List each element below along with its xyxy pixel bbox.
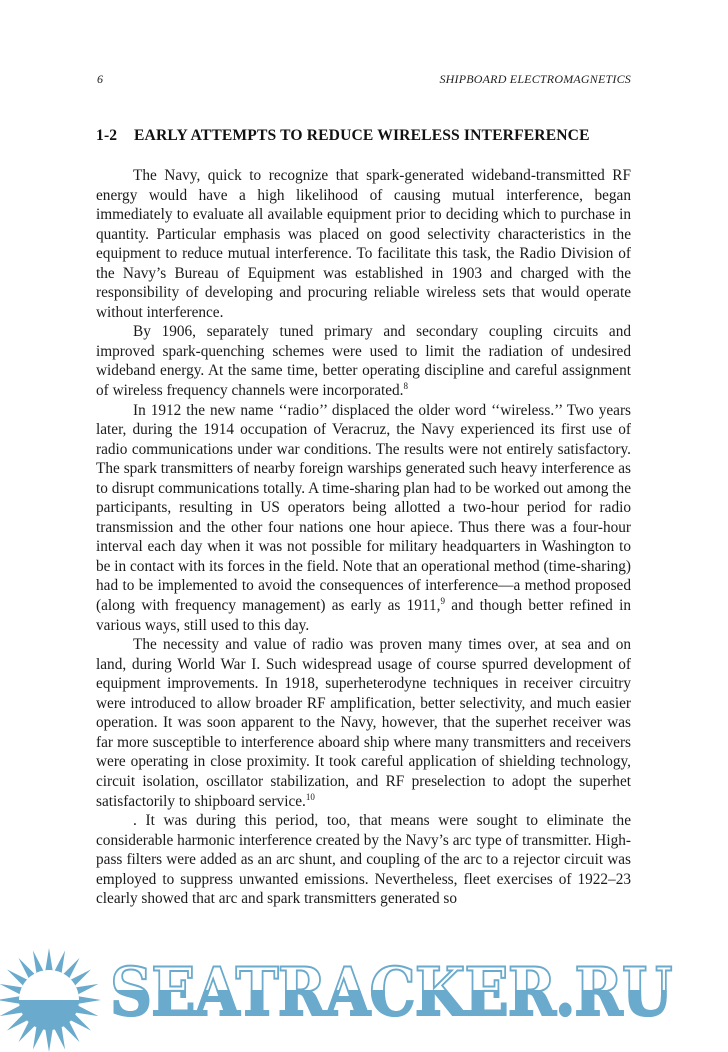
sun-icon (0, 948, 104, 1052)
watermark-text: SEATRACKER.RU (110, 953, 672, 1031)
paragraph-text: In 1912 the new name ‘‘radio’’ displaced the older word ‘‘wireless.’’ Two years later, during the 1914 occupation of Veracruz, the Navy experienced its first use of radio communications under war conditions. The results were not entirely satisfactory. The spark transmitters of nearby foreign warships generated such heavy interference as to disrupt communications totally. A time-sharing plan had to be worked out among the participants, resulting in US operators being allotted a two-hour period for radio transmission and the other four nations one hour apiece. Thus there was a four-hour interval each day when it was not possible for military headquarters in Washington to be in contact with its forces in the field. Note that an operational method (time-sharing) had to be implemented to avoid the consequences of interference—a method proposed (along with frequency management) as early as 1911, (96, 401, 631, 615)
sun-ray (0, 996, 21, 1004)
body-text (96, 166, 631, 909)
paragraph (96, 166, 631, 322)
paragraph (96, 811, 631, 909)
section-number: 1-2 (96, 127, 118, 144)
footnote-ref[interactable]: 8 (403, 381, 408, 392)
section-title: EARLY ATTEMPTS TO REDUCE WIRELESS INTERFERENCE (134, 127, 590, 144)
paragraph-text: The Navy, quick to recognize that spark-generated wideband-transmitted RF energy would have a high likelihood of causing mutual interference, began immediately to evaluate all available equipment prior to deciding which to purchase in quantity. Particular emphasis was placed on good selectivity characteristics in the equipment to reduce mutual interference. To facilitate this task, the Radio Division of the Navy’s Bureau of Equipment was established in 1903 and charged with the responsibility of developing and procuring reliable wireless sets that would operate without interference. (96, 167, 631, 321)
watermark (0, 948, 728, 1052)
paragraph-text: The necessity and value of radio was proven many times over, at sea and on land, during World War I. Such widespread usage of course spurred development of equipment improvements. In 1918, superheterodyne techniques in receiver circuitry were introduced to allow broader RF amplification, better selectivity, and much easier operation. It was soon apparent to the Navy, however, that the superhet receiver was far more susceptible to interference aboard ship where many transmitters and receivers were operating in close proximity. It took careful application of shielding technology, circuit isolation, oscillator stabilization, and RF preselection to adopt the superhet satisfactorily to shipboard service. (96, 636, 631, 810)
sun-ray (77, 996, 101, 1004)
sun-ray (45, 1028, 53, 1052)
paragraph-text: By 1906, separately tuned primary and secondary coupling circuits and improved spark-quenching schemes were used to limit the radiation of undesired wideband energy. At the same time, better operating discipline and careful assignment of wireless frequency channels were incorporated. (96, 323, 631, 400)
paragraph-text: and though better refined in various ways, still used to this day. (96, 597, 631, 634)
sun-ray (45, 948, 53, 972)
section-heading (96, 127, 636, 145)
page-number: 6 (97, 72, 103, 86)
paragraph (96, 322, 631, 400)
running-title: SHIPBOARD ELECTROMAGNETICS (439, 72, 631, 86)
paragraph (96, 401, 631, 636)
paragraph-text: . It was during this period, too, that means were sought to eliminate the considerable harmonic interference created by the Navy’s arc type of transmitter. High-pass filters were added as an arc shunt, and coupling of the arc to a rejector circuit was employed to suppress unwanted emissions. Nevertheless, fleet exercises of 1922–23 clearly showed that arc and spark transmitters generated so (96, 812, 631, 908)
running-head (97, 72, 631, 88)
footnote-ref[interactable]: 10 (305, 791, 315, 802)
paragraph (96, 635, 631, 811)
footnote-ref[interactable]: 9 (440, 596, 445, 607)
